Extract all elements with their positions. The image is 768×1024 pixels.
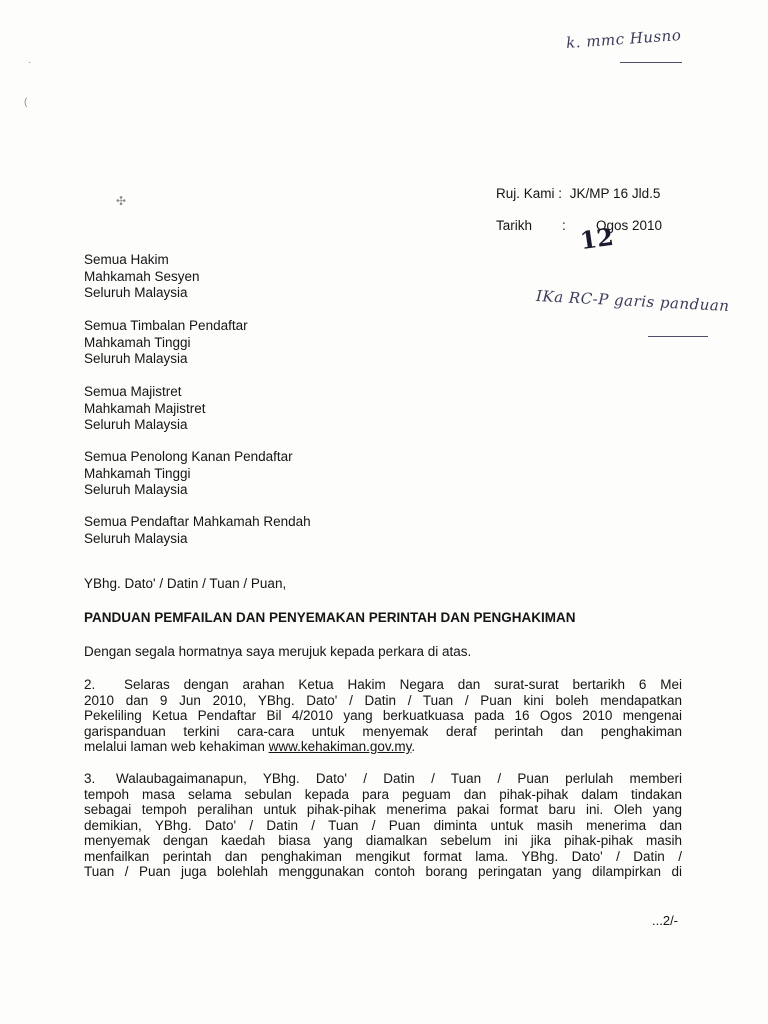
scan-speck: ✣	[116, 194, 127, 208]
addressee-block	[84, 514, 311, 547]
paragraph-line: Pekeliling Ketua Pendaftar Bil 4/2010 yang berkuatkuasa pada 16 Ogos 2010 mengenai	[84, 708, 682, 723]
paragraph-line	[84, 771, 682, 787]
salutation: YBhg. Dato' / Datin / Tuan / Puan,	[84, 576, 287, 591]
paragraph-text: Selaras dengan arahan Ketua Hakim Negara dan surat-surat bertarikh 6 Mei	[124, 677, 682, 692]
addressee-line: Seluruh Malaysia	[84, 530, 188, 546]
paragraph-line: garispanduan terkini cara-cara untuk menyemak deraf perintah dan penghakiman	[84, 723, 682, 739]
date-label: Tarikh	[496, 218, 533, 233]
reference-number-row	[496, 186, 660, 201]
addressee-line: Semua Pendaftar Mahkamah Rendah	[84, 514, 311, 529]
paragraph-line: menyemak dengan kaedah biasa yang diamalkan sebelum ini jika pihak-pihak masih	[84, 833, 682, 848]
date-value: Ogos 2010	[596, 218, 663, 233]
addressee-block	[84, 384, 206, 434]
reference-label: Ruj. Kami :	[496, 186, 563, 201]
reference-value: JK/MP 16 Jld.5	[569, 186, 661, 201]
handwritten-underline	[648, 336, 708, 337]
addressee-block	[84, 449, 293, 499]
date-row	[496, 218, 532, 233]
paragraph-text: melalui laman web kehakiman	[84, 739, 269, 754]
addressee-block	[84, 252, 200, 302]
paragraph-line: menfailkan perintah dan penghakiman mengikut format lama. YBhg. Dato' / Datin /	[84, 848, 682, 864]
paragraph-text: Walaubagaimanapun, YBhg. Dato' / Datin / Tuan / Puan perlulah memberi	[116, 771, 682, 786]
paragraph-number: 2.	[84, 677, 96, 692]
paragraph-2	[84, 677, 682, 755]
handwritten-date-day: 12	[578, 221, 616, 256]
website-link[interactable]: www.kehakiman.gov.my	[268, 739, 412, 754]
paragraph-line: sebagai tempoh peralihan untuk pihak-pihak menerima pakai format baru ini. Oleh yang	[84, 802, 682, 817]
addressee-line: Seluruh Malaysia	[84, 351, 188, 366]
paragraph-line	[84, 677, 682, 693]
addressee-line: Semua Timbalan Pendaftar	[84, 318, 248, 333]
addressee-line: Seluruh Malaysia	[84, 285, 188, 300]
addressee-line: Semua Majistret	[84, 384, 182, 399]
paragraph-3	[84, 771, 682, 880]
date-colon: :	[562, 218, 566, 233]
intro-paragraph: Dengan segala hormatnya saya merujuk kepada perkara di atas.	[84, 644, 472, 659]
addressee-line: Mahkamah Sesyen	[84, 268, 200, 284]
handwritten-underline	[620, 62, 682, 63]
scan-speck: ·	[28, 57, 32, 68]
paragraph-line: tempoh masa selama sebulan kepada para peguam dan pihak-pihak dalam tindakan	[84, 786, 682, 802]
addressee-line: Seluruh Malaysia	[84, 417, 188, 432]
addressee-block	[84, 318, 248, 368]
handwritten-note-top: k. mmc Husno	[565, 25, 682, 53]
paragraph-line: demikian, YBhg. Dato' / Datin / Tuan / Puan diminta untuk masih menerima dan	[84, 817, 682, 833]
paragraph-line	[84, 739, 682, 755]
addressee-line: Mahkamah Majistret	[84, 400, 206, 416]
paragraph-line: 2010 dan 9 Jun 2010, YBhg. Dato' / Datin / Tuan / Puan kini boleh mendapatkan	[84, 692, 682, 708]
paragraph-line: Tuan / Puan juga bolehlah menggunakan contoh borang peringatan yang dilampirkan di	[84, 864, 682, 879]
addressee-line: Semua Hakim	[84, 252, 169, 267]
addressee-line: Seluruh Malaysia	[84, 482, 188, 497]
paragraph-text: .	[411, 739, 416, 754]
handwritten-note-right: IKa RC-P garis panduan	[535, 286, 730, 316]
addressee-line: Mahkamah Tinggi	[84, 465, 191, 481]
addressee-line: Mahkamah Tinggi	[84, 334, 191, 350]
paragraph-number: 3.	[84, 771, 96, 786]
letter-heading: PANDUAN PEMFAILAN DAN PENYEMAKAN PERINTAH DAN PENGHAKIMAN	[84, 610, 576, 625]
page-continuation: ...2/-	[652, 913, 679, 928]
addressee-line: Semua Penolong Kanan Pendaftar	[84, 449, 293, 464]
scan-speck: (	[24, 97, 28, 108]
